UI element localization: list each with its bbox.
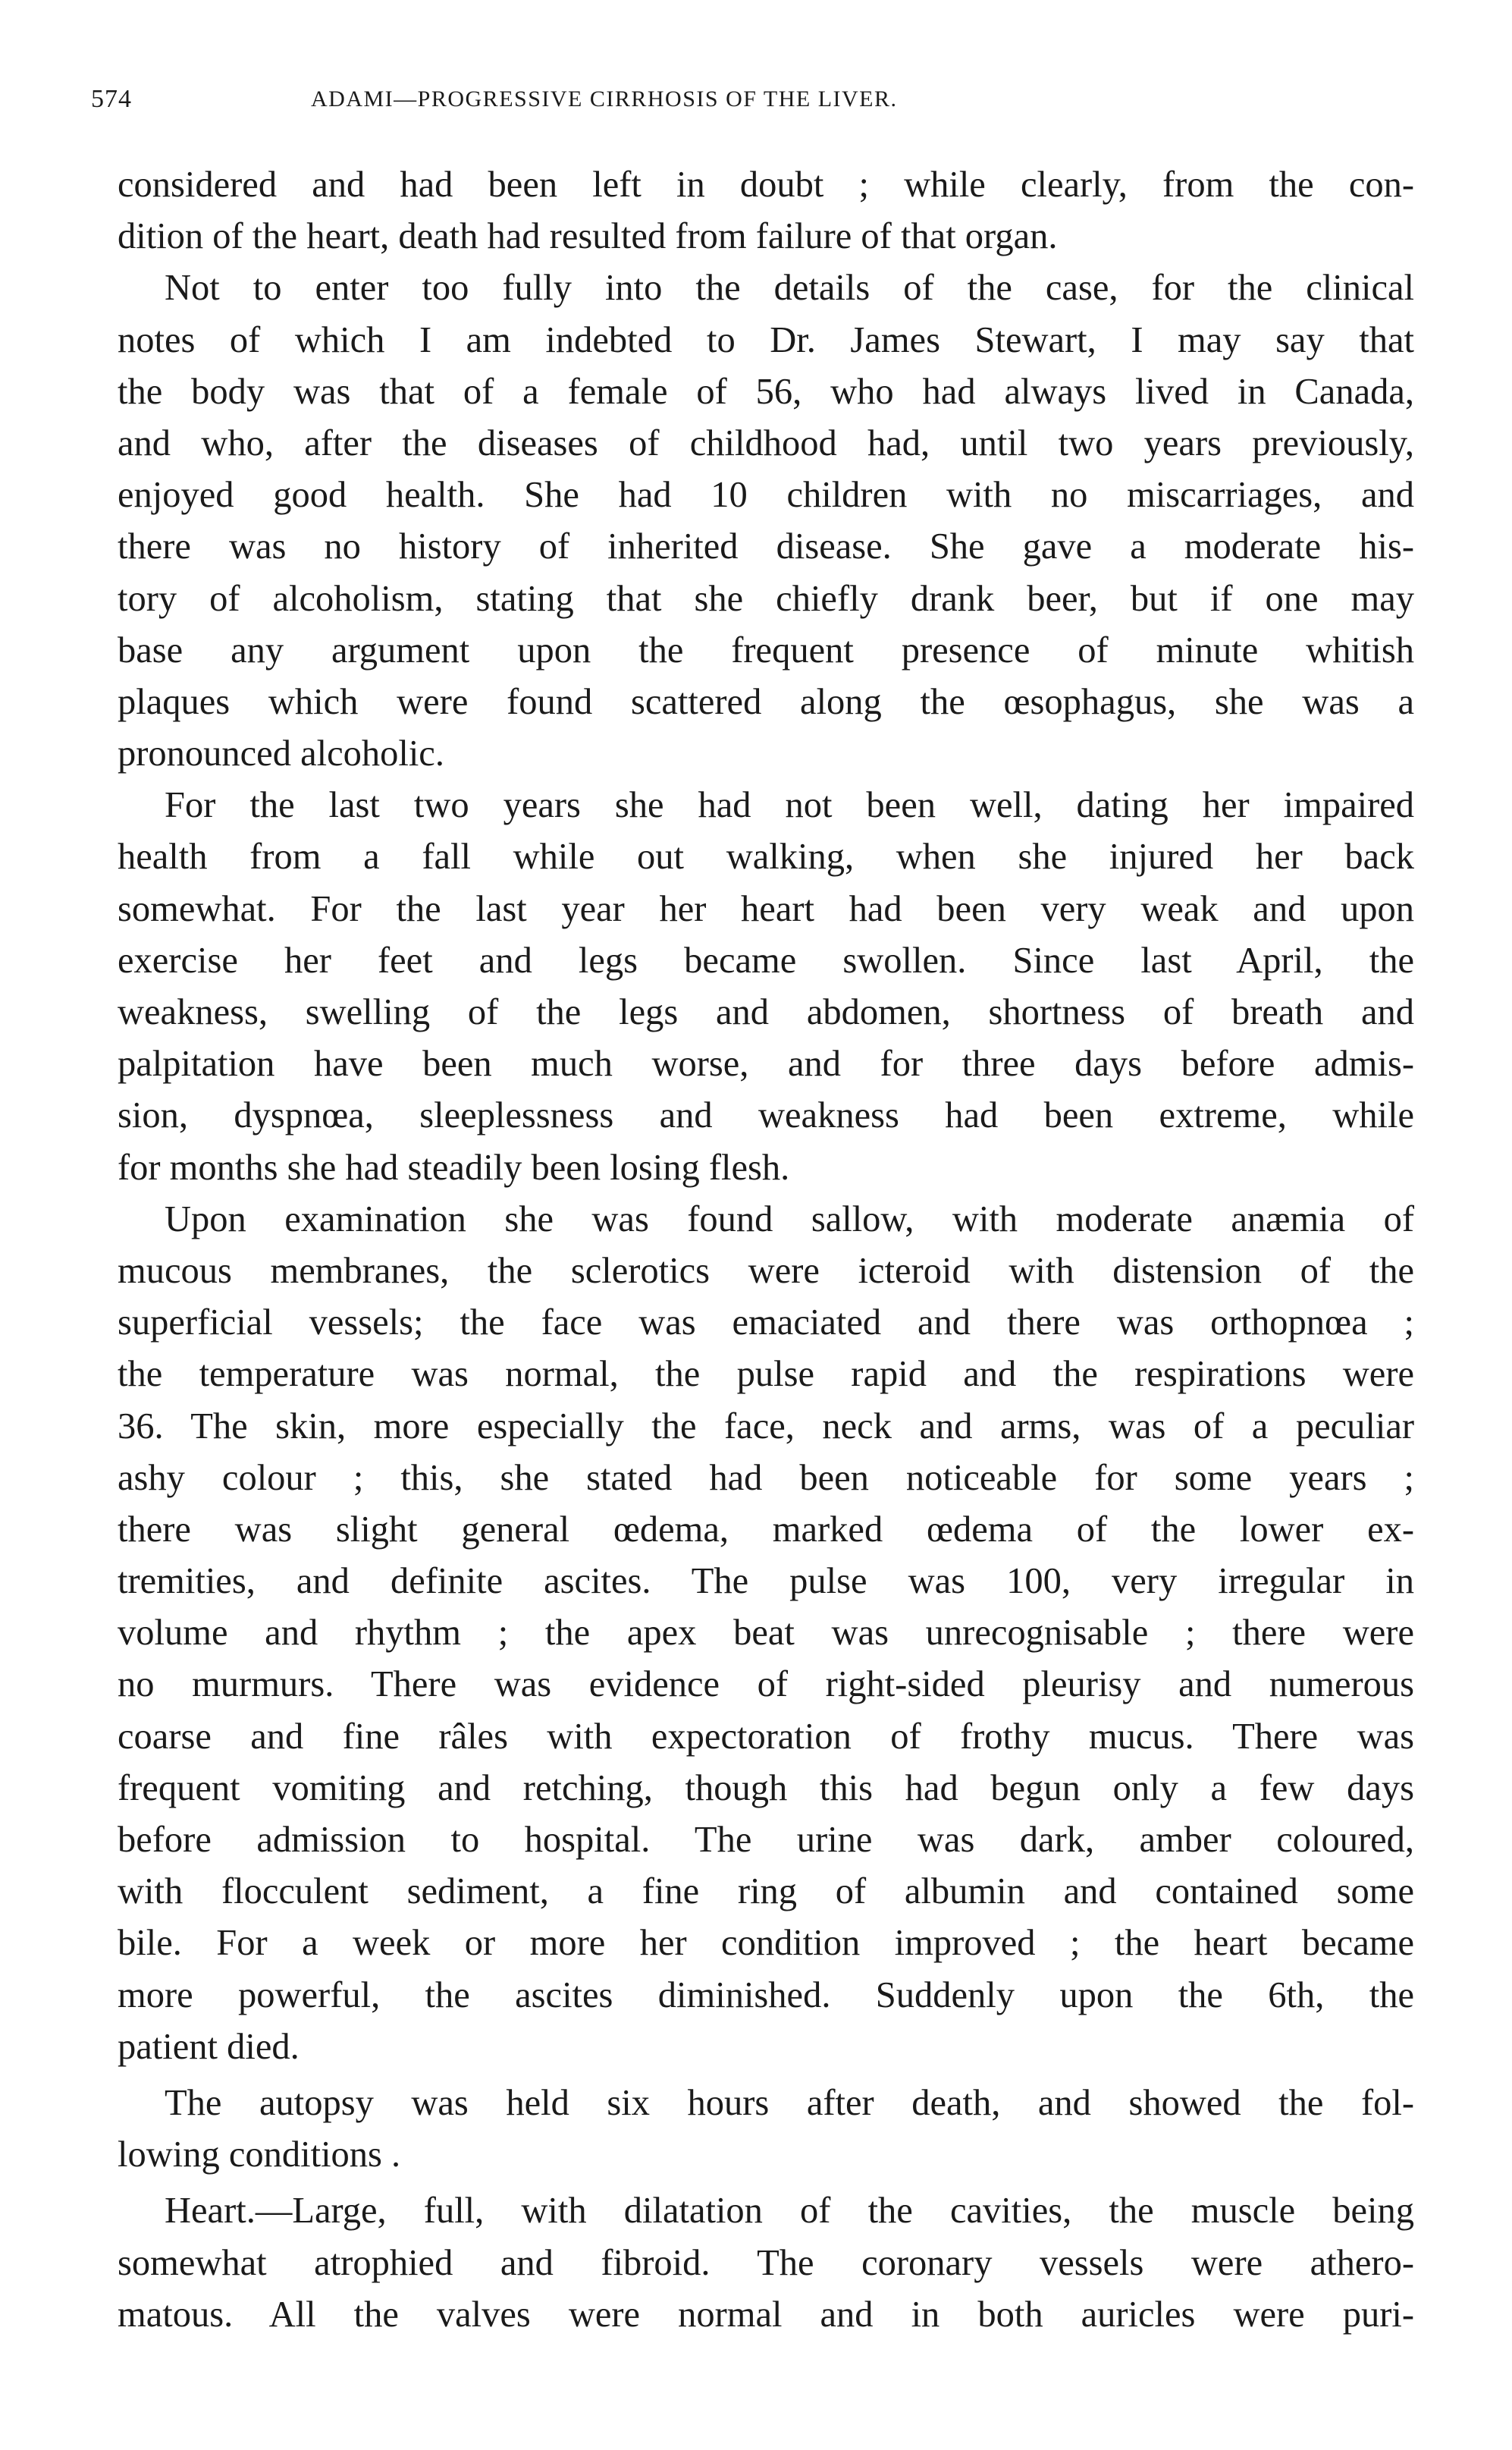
text-line: pronounced alcoholic. [118,733,444,774]
text-line: patient died. [118,2026,300,2067]
text-line: and who, after the diseases of childhood had, until two years previously, [118,422,1414,463]
paragraph [118,780,1414,1194]
text-line: somewhat atrophied and fibroid. The coronary vessels were athero- [118,2242,1414,2283]
text-line: dition of the heart, death had resulted from failure of that organ. [118,216,1058,257]
text-line: tremities, and definite ascites. The pulse was 100, very irregular in [118,1561,1414,1602]
text-line: there was slight general œdema, marked œdema of the lower ex- [118,1509,1414,1550]
text-line: exercise her feet and legs became swollen. Since last April, the [118,940,1414,981]
paragraph [118,262,1414,780]
paragraph [118,2078,1414,2181]
text-line: for months she had steadily been losing flesh. [118,1147,790,1188]
text-line: Upon examination she was found sallow, with moderate anæmia of [165,1198,1414,1239]
text-line: before admission to hospital. The urine was dark, amber coloured, [118,1820,1414,1860]
text-line: 36. The skin, more especially the face, neck and arms, was of a peculiar [118,1406,1414,1446]
page-number: 574 [91,85,132,113]
page-header [91,85,1426,130]
text-line: ashy colour ; this, she stated had been noticeable for some years ; [118,1457,1414,1498]
text-line: For the last two years she had not been well, dating her impaired [165,785,1414,826]
text-line: frequent vomiting and retching, though this had begun only a few days [118,1767,1414,1808]
paragraph [118,1194,1414,2073]
text-line: tory of alcoholism, stating that she chiefly drank beer, but if one may [118,578,1414,619]
text-line: with flocculent sediment, a fine ring of albumin and contained some [118,1871,1414,1912]
text-line: health from a fall while out walking, when she injured her back [118,837,1414,878]
text-line: bile. For a week or more her condition improved ; the heart became [118,1923,1414,1964]
text-line: Heart.—Large, full, with dilatation of the cavities, the muscle being [165,2191,1414,2232]
text-line: coarse and fine râles with expectoration of frothy mucus. There was [118,1716,1414,1757]
text-line: the body was that of a female of 56, who had always lived in Canada, [118,371,1414,412]
text-line: The autopsy was held six hours after death, and showed the fol- [165,2082,1414,2123]
text-line: superficial vessels; the face was emaciated and there was orthopnœa ; [118,1302,1414,1343]
text-line: plaques which were found scattered along the œsophagus, she was a [118,681,1414,722]
text-line: lowing conditions . [118,2134,401,2175]
text-line: Not to enter too fully into the details of the case, for the clinical [165,268,1414,309]
text-line: volume and rhythm ; the apex beat was unrecognisable ; there were [118,1613,1414,1654]
text-line: weakness, swelling of the legs and abdomen, shortness of breath and [118,992,1414,1032]
text-line: base any argument upon the frequent presence of minute whitish [118,630,1414,671]
body-text [118,159,1414,2341]
text-line: considered and had been left in doubt ; while clearly, from the con- [118,165,1414,205]
paragraph [118,2185,1414,2341]
text-line: notes of which I am indebted to Dr. James Stewart, I may say that [118,319,1414,360]
text-line: mucous membranes, the sclerotics were icteroid with distension of the [118,1250,1414,1291]
text-line: sion, dyspnœa, sleeplessness and weakness had been extreme, while [118,1095,1414,1136]
text-line: enjoyed good health. She had 10 children with no miscarriages, and [118,475,1414,516]
running-title: ADAMI—PROGRESSIVE CIRRHOSIS OF THE LIVER. [311,86,898,112]
text-line: matous. All the valves were normal and in both auricles were puri- [118,2294,1414,2335]
text-line: somewhat. For the last year her heart had been very weak and upon [118,888,1414,929]
paragraph [118,159,1414,262]
text-line: more powerful, the ascites diminished. Suddenly upon the 6th, the [118,1974,1414,2015]
text-line: palpitation have been much worse, and for three days before admis- [118,1044,1414,1085]
text-line: the temperature was normal, the pulse rapid and the respirations were [118,1354,1414,1395]
text-line: there was no history of inherited disease. She gave a moderate his- [118,526,1414,567]
text-line: no murmurs. There was evidence of right-sided pleurisy and numerous [118,1664,1414,1705]
